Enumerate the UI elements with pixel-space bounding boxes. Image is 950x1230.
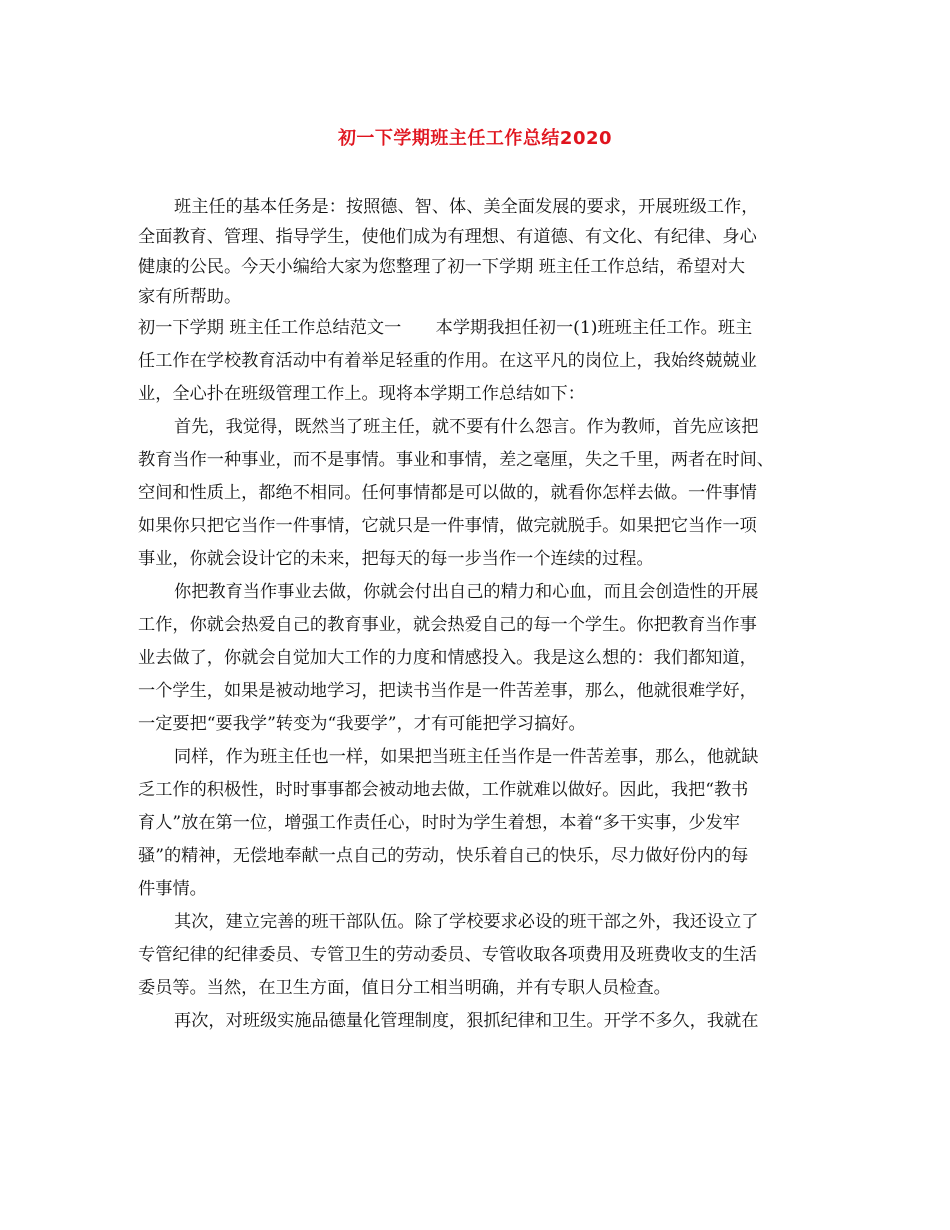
text-line: 教育当作一种事业，而不是事情。事业和事情，差之毫厘，失之千里，两者在时间、 (138, 450, 774, 470)
text-line: 一定要把“要我学”转变为“我要学”，才有可能把学习搞好。 (138, 714, 586, 734)
text-line: 乏工作的积极性，时时事事都会被动地去做，工作就难以做好。因此，我把“教书 (138, 780, 749, 800)
text-line: 专管纪律的纪律委员、专管卫生的劳动委员、专管收取各项费用及班费收支的生活 (138, 945, 757, 965)
text-line: 事业，你就会设计它的未来，把每天的每一步当作一个连续的过程。 (138, 549, 654, 569)
text-line: 首先，我觉得，既然当了班主任，就不要有什么怨言。作为教师，首先应该把 (174, 417, 759, 437)
text-line: 你把教育当作事业去做，你就会付出自己的精力和心血，而且会创造性的开展 (174, 582, 759, 602)
text-line: 骚”的精神，无偿地奉献一点自己的劳动，快乐着自己的快乐，尽力做好份内的每 (138, 846, 749, 866)
text-line: 同样，作为班主任也一样，如果把当班主任当作是一件苦差事，那么，他就缺 (174, 747, 759, 767)
text-line: 健康的公民。今天小编给大家为您整理了初一下学期 班主任工作总结，希望对大 (138, 257, 746, 277)
document-body (138, 192, 828, 1038)
text-line: 如果你只把它当作一件事情，它就只是一件事情，做完就脱手。如果把它当作一项 (138, 516, 757, 536)
text-line: 空间和性质上，都绝不相同。任何事情都是可以做的，就看你怎样去做。一件事情 (138, 483, 757, 503)
text-line: 家有所帮助。 (138, 287, 242, 307)
text-line: 育人”放在第一位，增强工作责任心，时时为学生着想，本着“多干实事，少发牢 (138, 813, 740, 833)
text-line: 全面教育、管理、指导学生，使他们成为有理想、有道德、有文化、有纪律、身心 (138, 227, 757, 247)
text-line: 业，全心扑在班级管理工作上。现将本学期工作总结如下： (138, 384, 585, 404)
text-line: 初一下学期 班主任工作总结范文一 本学期我担任初一(1)班班主任工作。班主 (138, 318, 753, 338)
text-line: 件事情。 (138, 879, 207, 899)
text-line: 委员等。当然，在卫生方面，值日分工相当明确，并有专职人员检查。 (138, 978, 671, 998)
text-line: 其次，建立完善的班干部队伍。除了学校要求必设的班干部之外，我还设立了 (174, 912, 759, 932)
text-line: 任工作在学校教育活动中有着举足轻重的作用。在这平凡的岗位上，我始终兢兢业 (138, 351, 757, 371)
text-line: 班主任的基本任务是：按照德、智、体、美全面发展的要求，开展班级工作， (174, 197, 759, 217)
text-line: 一个学生，如果是被动地学习，把读书当作是一件苦差事，那么，他就很难学好， (138, 681, 757, 701)
text-line: 再次，对班级实施品德量化管理制度，狠抓纪律和卫生。开学不多久，我就在 (174, 1011, 759, 1031)
text-line: 工作，你就会热爱自己的教育事业，就会热爱自己的每一个学生。你把教育当作事 (138, 615, 757, 635)
text-line: 业去做了，你就会自觉加大工作的力度和情感投入。我是这么想的：我们都知道， (138, 648, 757, 668)
document-title: 初一下学期班主任工作总结2020 (337, 128, 613, 149)
